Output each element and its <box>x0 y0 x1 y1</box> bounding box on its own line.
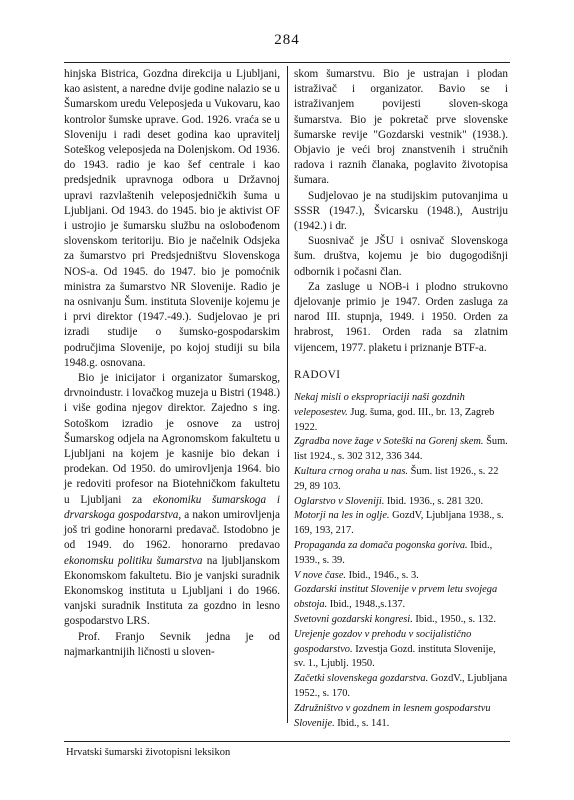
reference-item <box>294 628 508 672</box>
reference-details: Šum. list 1926., s. 22 29, 89 103. <box>294 466 499 492</box>
reference-title: Oglarstvo v Sloveniji. <box>294 495 385 507</box>
reference-item <box>294 465 508 495</box>
right-paragraph-1: skom šumarstvu. Bio je ustrajan i plodan istraživač i organizator. Bavio se i istraživanjem povijesti sloven-skoga šumarstva. Bio je pokretač prve slovenske šumarske revije "Gozdarski vestnik" (1938.). Objavio je veći broj znanstvenih i stručnih radova i raznih članaka, poglavito životopisa šumara. <box>294 68 508 187</box>
top-rule <box>64 62 510 63</box>
left-paragraph-2 <box>64 371 280 629</box>
left-paragraph-1: hinjska Bistrica, Gozdna direkcija u Ljubljani, kao asistent, a naredne dvije godine nalazio se u Šumarskom uredu Veleposjeda u Vukovaru, kao kontrolor šumske uprave. God. 1926. vraća se u Sloveniju i radi deset godina kao upravitelj Soteškog veleposjeda na Dolenjskom. Od 1936. do 1943. radio je kao šef centrale i kao predsjednik upravnoga odbora u Državnoj upravi razvlaštenih veleposjedničkih šuma u Ljubljani. Od 1943. do 1945. bio je aktivist OF i ustrojio je šumarsku službu na oslobođenom slovenskom teritoriju. Bio je načelnik Odsjeka za šumarstvo pri Predsjedništvu Slovenskoga NOS-a. Od 1945. do 1947. bio je pomoćnik ministra za šumarstvo NR Slovenije. Radio je na osnivanju Šum. instituta Slovenije kojemu je i prvi direktor (1947.-49.). Sudjelovao je pri izradi studije o šumsko-gospodarskim područjima Slovenije, po kojoj studiji su bila 1948.g. osnovana. <box>64 68 280 369</box>
reference-details: Ibid., 1948.,s.137. <box>327 599 406 611</box>
reference-title: Propaganda za domača pogonska goriva. <box>294 540 468 552</box>
reference-details: Ibid., 1946., s. 3. <box>346 569 419 581</box>
reference-details: GozdV., Ljubljana 1952., s. 170. <box>294 673 508 699</box>
reference-title: Združništvo v gozdnem in lesnem gospodarstvu Slovenije. <box>294 702 491 729</box>
reference-details: Jug. šuma, god. III., br. 13, Zagreb 1922. <box>294 406 495 433</box>
reference-title: Kultura crnog oraha u nas. <box>294 466 409 478</box>
left-paragraph-2-italic-1: ekonomiku šumarskoga i drvarskoga gospodarstva <box>64 493 280 521</box>
reference-title: Zgradba nove žage v Soteški na Gorenj skem. <box>294 436 484 448</box>
reference-details: Izvestja Gozd. instituta Slovenije, sv. 1., Ljublj. 1950. <box>294 643 496 670</box>
reference-details: Ibid., 1939., s. 39. <box>294 540 493 566</box>
reference-title: Gozdarski institut Slovenije v prvem letu svojega obstoja. <box>294 584 498 611</box>
reference-title: V nove čase. <box>294 569 347 581</box>
reference-details: Ibid., s. 141. <box>334 717 390 729</box>
page-footer: Hrvatski šumarski životopisni leksikon <box>66 747 231 758</box>
section-title-radovi: RADOVI <box>294 368 341 381</box>
reference-details: GozdV, Ljubljana 1938., s. 169, 193, 217. <box>294 510 504 537</box>
left-paragraph-2-part-b: , a nakon umirovljenja još tri godine honorarni predavač. Istodobno je od 1949. do 1962. honorarno predavao <box>64 508 280 552</box>
left-paragraph-2-part-c: na ljubljanskom Ekonomskom fakultetu. Bio je vanjski suradnik Ekonomskog instituta u Ljubljani i do 1966. vanjski suradnik Instituta za gozdno in lesno gospodarstvo LRS. <box>64 554 280 628</box>
reference-item <box>294 702 508 732</box>
reference-item <box>294 583 508 613</box>
reference-list <box>294 391 508 731</box>
reference-item <box>294 509 508 539</box>
reference-details: Šum. list 1924., s. 302 312, 336 344. <box>294 436 508 463</box>
reference-title: Nekaj misli o ekspropriaciji naši gozdnih veleposestev. <box>294 392 465 418</box>
right-column <box>294 67 508 731</box>
reference-details: Ibid., 1950., s. 132. <box>412 614 496 626</box>
reference-item <box>294 495 508 510</box>
reference-item <box>294 569 508 584</box>
reference-title: Začetki slovenskega gozdarstva. <box>294 673 429 685</box>
reference-item <box>294 435 508 465</box>
reference-title: Svetovni gozdarski kongresi. <box>294 614 413 626</box>
reference-title: Motorji na les in oglje. <box>294 510 390 522</box>
left-paragraph-2-italic-2: ekonomsku politiku šumarstva <box>64 554 203 567</box>
right-paragraph-4: Za zasluge u NOB-i i plodno strukovno djelovanje primio je 1947. Orden zasluga za narod III. stupnja, 1949. i 1950. Orden za hrabrost, 1961. Orden rada sa zlatnim vijencem, 1977. plaketu i priznanje BTF-a. <box>294 280 508 354</box>
reference-item <box>294 539 508 569</box>
left-paragraph-2-part-a: Bio je inicijator i organizator šumarskog, drvnoindustr. i lovačkog muzeja u Bistri (1948.) i više godina njegov direktor. Zajedno s ing. Sotoškom izradio je osnove za ustroj Šumarskog odjela na Agronomskom fakultetu u Ljubljani na kojem je kasnije bio dekan i prodekan. Od 1950. do umirovljenja 1964. bio je redoviti profesor na Biotehničkom fakultetu u Ljubljani za <box>64 372 280 506</box>
reference-item <box>294 613 508 628</box>
right-paragraph-3: Suosnivač je JŠU i osnivač Slovenskoga šum. društva, kojemu je bio dugogodišnji odbornik i počasni član. <box>294 235 508 278</box>
right-paragraph-2: Sudjelovao je na studijskim putovanjima u SSSR (1947.), Švicarsku (1948.), Austriju (1942.) i dr. <box>294 189 508 233</box>
reference-item <box>294 391 508 435</box>
reference-title: Urejenje gozdov v prehodu v socijalistično gospodarstvo. <box>294 628 472 655</box>
page-number: 284 <box>274 32 300 48</box>
bottom-rule <box>64 741 510 742</box>
left-paragraph-3: Prof. Franjo Sevnik jedna je od najmarkantnijih ličnosti u sloven- <box>64 630 280 658</box>
reference-item <box>294 672 508 702</box>
column-divider <box>287 66 288 723</box>
reference-details: Ibid. 1936., s. 281 320. <box>384 495 484 507</box>
left-column <box>64 67 280 660</box>
